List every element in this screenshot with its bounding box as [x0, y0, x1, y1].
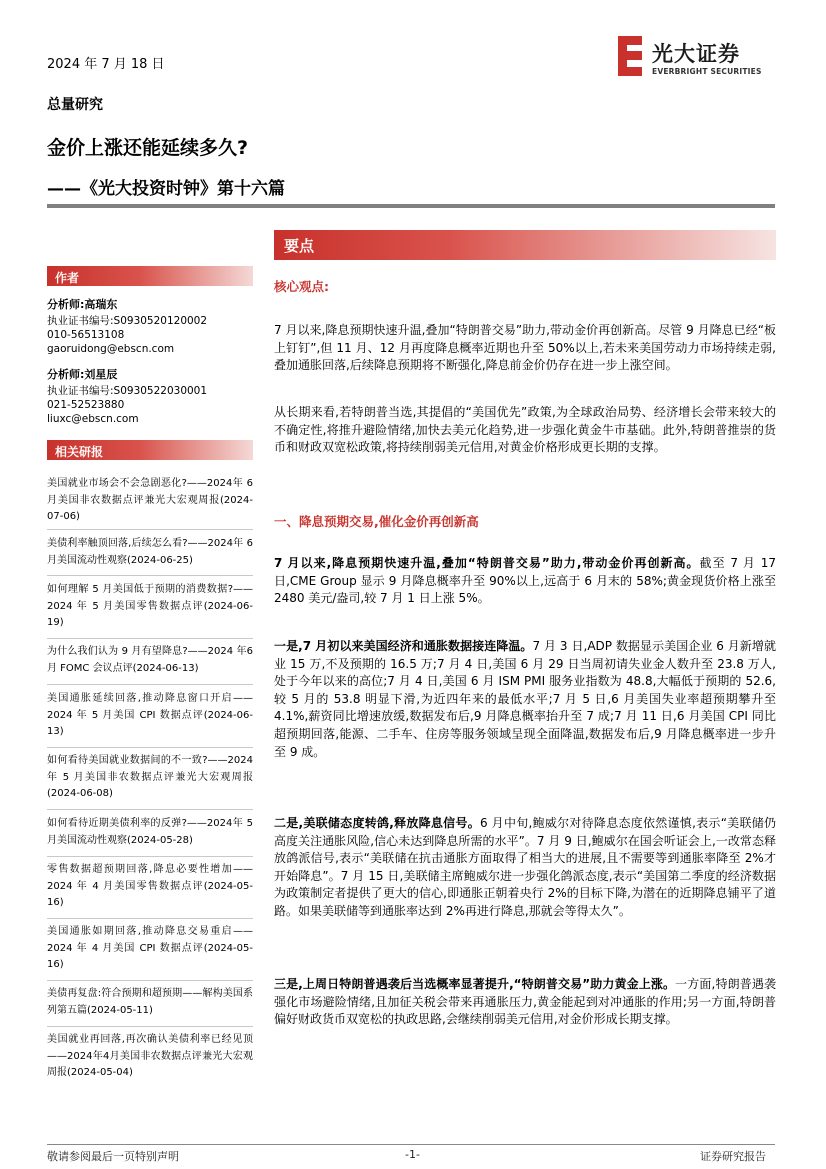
everbright-logo-icon: [618, 36, 644, 76]
body-paragraph: [274, 815, 776, 921]
body-paragraph: [274, 976, 776, 1029]
paragraph-body: 一方面,特朗普遇袭强化市场避险情绪,且加征关税会带来再通胀压力,黄金能起到对冲通胀的作用;另一方面,特朗普偏好财政货币双宽松的执政思路,会继续削弱美元信用,对金价形成长期支撑。: [274, 977, 776, 1027]
related-report-item[interactable]: 美债再复盘:符合预期和超预期——解构美国系列第五篇(2024-05-11): [47, 988, 253, 1016]
paragraph-lead: 三是,上周日特朗普遇袭后当选概率显著提升,“特朗普交易”助力黄金上涨。: [274, 977, 676, 991]
analyst-name: 分析师:刘星辰: [47, 368, 118, 381]
analyst-phone: 010-56513108: [47, 329, 125, 341]
paragraph-lead: 二是,美联储态度转鸽,释放降息信号。: [274, 816, 480, 830]
analyst-cert: 执业证书编号:S0930520120002: [47, 315, 208, 327]
title-divider: [47, 204, 775, 208]
body-paragraph: [274, 555, 776, 608]
related-report-item[interactable]: 如何看待美国就业数据间的不一致?——2024 年 5 月美国非农数据点评兼光大宏观周报(2024-06-08): [47, 755, 253, 799]
paragraph-lead: 7 月以来,降息预期快速升温,叠加“特朗普交易”助力,带动金价再创新高。: [274, 556, 700, 570]
related-report-item[interactable]: 美债利率触顶回落,后续怎么看?——2024年 6 月美国流动性观察(2024-06-25): [47, 538, 253, 566]
footer-disclaimer[interactable]: 敬请参阅最后一页特别声明: [47, 1150, 179, 1163]
paragraph-lead: 一是,7 月初以来美国经济和通胀数据接连降温。: [274, 639, 533, 653]
related-report-item[interactable]: 为什么我们认为 9 月有望降息?——2024 年6 月 FOMC 会议点评(2024-06-13): [47, 646, 253, 674]
footer-report-type: 证券研究报告: [700, 1150, 766, 1163]
analyst-email[interactable]: gaoruidong@ebscn.com: [47, 343, 175, 355]
related-divider: [47, 980, 253, 981]
report-date: 2024 年 7 月 18 日: [47, 57, 165, 72]
analyst-phone: 021-52523880: [47, 399, 125, 411]
company-logo: [618, 36, 778, 80]
related-report-item[interactable]: 零售数据超预期回落,降息必要性增加——2024 年 4 月美国零售数据点评(2024-05-16): [47, 864, 253, 908]
related-report-item[interactable]: 如何看待近期美债利率的反弹?——2024年 5 月美国流动性观察(2024-05-28): [47, 818, 253, 846]
logo-english-name: EVERBRIGHT SECURITIES: [652, 67, 762, 76]
author-header: 作者: [47, 266, 253, 286]
analyst-block: [47, 366, 253, 426]
page-subtitle: ——《光大投资时钟》第十六篇: [47, 179, 285, 199]
related-report-item[interactable]: 美国通胀延续回落,推动降息窗口开启——2024 年 5 月美国 CPI 数据点评(2024-06-13): [47, 693, 253, 737]
related-divider: [47, 856, 253, 857]
core-view-label: 核心观点:: [274, 279, 329, 294]
analyst-block: [47, 296, 253, 356]
footer-divider: [47, 1144, 775, 1145]
related-divider: [47, 918, 253, 919]
analyst-cert: 执业证书编号:S0930522030001: [47, 385, 208, 397]
related-report-item[interactable]: 美国就业再回落,再次确认美债利率已经见顶——2024年4月美国非农数据点评兼光大宏观周报(2024-05-04): [47, 1034, 253, 1078]
page-title: 金价上涨还能延续多久?: [47, 137, 249, 159]
section-heading: 一、降息预期交易,催化金价再创新高: [274, 514, 479, 529]
related-report-item[interactable]: 美国就业市场会不会急剧恶化?——2024年 6 月美国非农数据点评兼光大宏观周报(2024-07-06): [47, 478, 253, 522]
related-divider: [47, 529, 253, 530]
related-divider: [47, 575, 253, 576]
related-report-item[interactable]: 美国通胀如期回落,推动降息交易重启——2024 年 4 月美国 CPI 数据点评(2024-05-16): [47, 926, 253, 970]
paragraph-body: 6 月中旬,鲍威尔对待降息态度依然谨慎,表示“美联储仍高度关注通胀风险,信心未达到降息所需的水平”。7 月 9 日,鲍威尔在国会听证会上,一改常态释放鸽派信号,表示“美联储在抗击通胀方面取得了相当大的进展,且不需要等到通胀率降至 2%才开始降息”。7 月 15 日,美联储主席鲍威尔进一步强化鸽派态度,表示“美国第二季度的经济数据为政策制定者提供了更大的信心,即通胀正朝着央行 2%的目标下降,为潜在的近期降息铺平了道路。如果美联储等到通胀率达到 2%再进行降息,那就会等得太久”。: [274, 816, 776, 918]
related-report-item[interactable]: 如何理解 5 月美国低于预期的消费数据?——2024 年 5 月美国零售数据点评(2024-06-19): [47, 584, 253, 628]
related-divider: [47, 638, 253, 639]
core-view-paragraph: 7 月以来,降息预期快速升温,叠加“特朗普交易”助力,带动金价再创新高。尽管 9 月降息已经“板上钉钉”,但 11 月、12 月再度降息概率近期也升至 50%以上,若未来美国劳动力市场持续走弱,叠加通胀回落,后续降息预期将不断强化,降息前金价仍存在进一步上涨空间。: [274, 323, 776, 373]
related-divider: [47, 747, 253, 748]
related-divider: [47, 1026, 253, 1027]
related-divider: [47, 684, 253, 685]
key-points-header: 要点: [274, 230, 776, 260]
report-category: 总量研究: [47, 97, 103, 113]
related-header: 相关研报: [47, 440, 253, 460]
paragraph-body: 截至 7 月 17 日,CME Group 显示 9 月降息概率升至 90%以上,远高于 6 月末的 58%;黄金现货价格上涨至 2480 美元/盎司,较 7 月 1 日上涨 5%。: [274, 556, 776, 606]
analyst-name: 分析师:高瑞东: [47, 298, 118, 311]
related-divider: [47, 809, 253, 810]
paragraph-body: 7 月 3 日,ADP 数据显示美国企业 6 月新增就业 15 万,不及预期的 16.5 万;7 月 4 日,美国 6 月 29 日当周初请失业金人数升至 23.8 万人,处于今年以来的高位;7 月 4 日,美国 6 月 ISM PMI 服务业指数为 48.8,大幅低于预期的 52.6,较 5 月的 53.8 明显下滑,为近四年来的最低水平;7 月 5 日,6 月美国失业率超预期攀升至 4.1%,薪资同比增速放缓,数据发布后,9 月降息概率抬升至 7 成;7 月 11 日,6 月美国 CPI 同比超预期回落,能源、二手车、住房等服务领域呈现全面降温,数据发布后,9 月降息概率进一步升至 9 成。: [274, 639, 777, 759]
core-view-paragraph: 从长期来看,若特朗普当选,其提倡的“美国优先”政策,为全球政治局势、经济增长会带来较大的不确定性,将推升避险情绪,加快去美元化趋势,进一步强化黄金牛市基础。此外,特朗普推崇的货币和财政双宽松政策,将持续削弱美元信用,对黄金价格形成更长期的支撑。: [274, 405, 776, 455]
page-number: -1-: [405, 1148, 420, 1161]
logo-chinese-name: 光大证券: [652, 42, 740, 66]
analyst-email[interactable]: liuxc@ebscn.com: [47, 413, 139, 425]
body-paragraph: [274, 638, 776, 761]
